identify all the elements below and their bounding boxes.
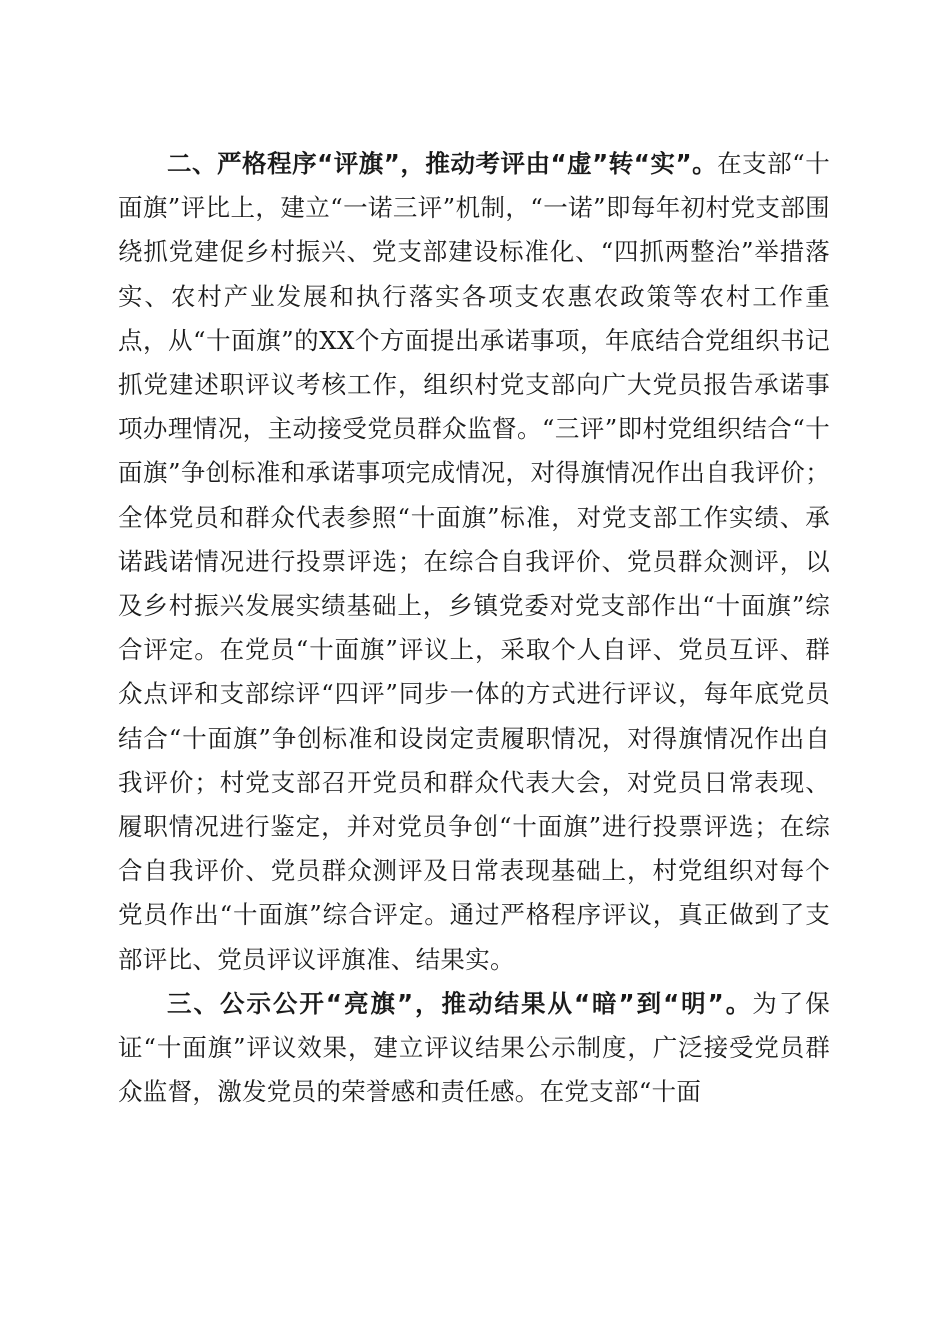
paragraph-section-2 xyxy=(118,142,830,982)
section-3-body: 为了保证“十面旗”评议效果，建立评议结果公示制度，广泛接受党员群众监督，激发党员的荣誉感和责任感。在党支部“十面 xyxy=(118,988,831,1107)
document-body xyxy=(118,142,830,1114)
section-3-heading: 三、公示公开“亮旗”，推动结果从“暗”到“明”。 xyxy=(167,988,753,1018)
section-2-heading: 二、严格程序“评旗”，推动考评由“虚”转“实”。 xyxy=(167,149,718,178)
paragraph-section-3 xyxy=(118,982,830,1115)
section-2-body: 在支部“十面旗”评比上，建立“一诺三评”机制，“一诺”即每年初村党支部围绕抓党建促乡村振兴、党支部建设标准化、“四抓两整治”举措落实、农村产业发展和执行落实各项支农惠农政策等农村工作重点，从“十面旗”的XX个方面提出承诺事项，年底结合党组织书记抓党建述职评议考核工作，组织村党支部向广大党员报告承诺事项办理情况，主动接受党员群众监督。“三评”即村党组织结合“十面旗”争创标准和承诺事项完成情况，对得旗情况作出自我评价；全体党员和群众代表参照“十面旗”标准，对党支部工作实绩、承诺践诺情况进行投票评选；在综合自我评价、党员群众测评，以及乡村振兴发展实绩基础上，乡镇党委对党支部作出“十面旗”综合评定。在党员“十面旗”评议上，采取个人自评、党员互评、群众点评和支部综评“四评”同步一体的方式进行评议，每年底党员结合“十面旗”争创标准和设岗定责履职情况，对得旗情况作出自我评价；村党支部召开党员和群众代表大会，对党员日常表现、履职情况进行鉴定，并对党员争创“十面旗”进行投票评选；在综合自我评价、党员群众测评及日常表现基础上，村党组织对每个党员作出“十面旗”综合评定。通过严格程序评议，真正做到了支部评比、党员评议评旗准、结果实。 xyxy=(118,149,830,974)
